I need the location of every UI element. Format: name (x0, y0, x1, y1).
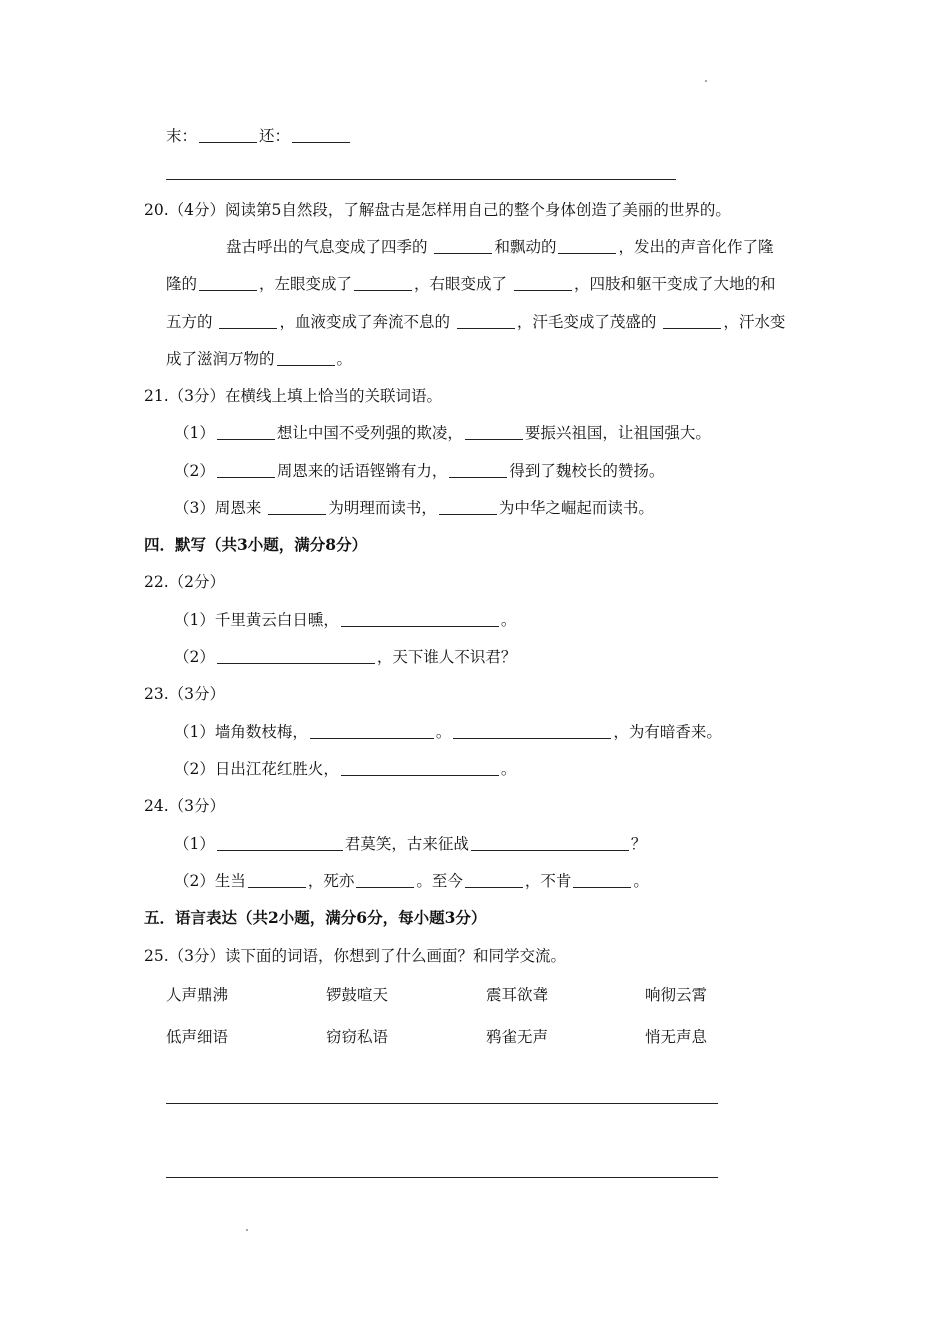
answer-blank[interactable] (453, 722, 611, 739)
answer-blank[interactable] (439, 498, 497, 515)
answer-blank[interactable] (434, 237, 492, 254)
answer-blank[interactable] (465, 871, 523, 888)
answer-blank[interactable] (663, 312, 721, 329)
answer-rule[interactable] (166, 179, 676, 180)
answer-blank[interactable] (449, 461, 507, 478)
answer-blank[interactable] (341, 759, 499, 776)
q21-item-1: （1） 想让中国不受列强的欺凌， 要振兴祖国，让祖国强大。 (174, 424, 711, 442)
word-item: 悄无声息 (645, 1028, 708, 1046)
answer-blank[interactable] (465, 423, 523, 440)
answer-blank[interactable] (573, 871, 631, 888)
word-item: 窃窃私语 (326, 1028, 389, 1046)
q20-line-4: 成了滋润万物的 。 (166, 350, 353, 368)
q20-line-3: 五方的 ，血液变成了奔流不息的 ，汗毛变成了茂盛的 ，汗水变 (166, 313, 786, 331)
q21-item-3: （3）周恩来 为明理而读书， 为中华之崛起而读书。 (174, 499, 654, 517)
answer-blank[interactable] (341, 610, 499, 627)
word-item: 响彻云霄 (645, 986, 708, 1004)
word-item: 低声细语 (166, 1028, 229, 1046)
q21-item-2: （2） 周恩来的话语铿锵有力， 得到了魏校长的赞扬。 (174, 462, 665, 480)
word-item: 锣鼓喧天 (326, 986, 389, 1004)
answer-blank[interactable] (354, 274, 412, 291)
answer-blank[interactable] (219, 312, 277, 329)
answer-blank[interactable] (471, 834, 629, 851)
question-21-stem: 21.（3分）在横线上填上恰当的关联词语。 (144, 387, 443, 405)
answer-blank[interactable] (310, 722, 434, 739)
q24-item-2: （2）生当 ，死亦 。至今 ，不肯 。 (174, 872, 649, 890)
word-item: 人声鼎沸 (166, 986, 229, 1004)
question-22-stem: 22.（2分） (144, 573, 226, 591)
q23-item-2: （2）日出江花红胜火， 。 (174, 760, 517, 778)
word-item: 震耳欲聋 (486, 986, 549, 1004)
answer-blank[interactable] (292, 126, 350, 143)
question-20-stem: 20.（4分）阅读第5自然段，了解盘古是怎样用自己的整个身体创造了美丽的世界的。 (144, 201, 731, 219)
question-23-stem: 23.（3分） (144, 685, 226, 703)
answer-blank[interactable] (199, 126, 257, 143)
section-4-heading: 四．默写（共3小题，满分8分） (144, 535, 368, 554)
scan-dot (705, 80, 707, 82)
q22-item-2: （2） ，天下谁人不识君？ (174, 648, 517, 666)
answer-rule[interactable] (166, 1177, 718, 1178)
answer-blank[interactable] (217, 423, 275, 440)
answer-blank[interactable] (268, 498, 326, 515)
word-item: 鸦雀无声 (486, 1028, 549, 1046)
q23-item-1: （1）墙角数枝梅， 。 ，为有暗香来。 (174, 723, 722, 741)
answer-blank[interactable] (217, 647, 375, 664)
q20-line-1: 盘古呼出的气息变成了四季的 和飘动的 ，发出的声音化作了隆 (226, 238, 774, 256)
section-5-heading: 五．语言表达（共2小题，满分6分，每小题3分） (144, 908, 487, 927)
answer-blank[interactable] (248, 871, 306, 888)
answer-blank[interactable] (558, 237, 616, 254)
scan-dot (246, 1229, 248, 1231)
answer-blank[interactable] (199, 274, 257, 291)
answer-blank[interactable] (277, 349, 335, 366)
q22-item-1: （1）千里黄云白日曛， 。 (174, 611, 517, 629)
answer-blank[interactable] (356, 871, 414, 888)
answer-blank[interactable] (217, 461, 275, 478)
answer-blank[interactable] (457, 312, 515, 329)
answer-rule[interactable] (166, 1103, 718, 1104)
q20-line-2: 隆的 ，左眼变成了 ，右眼变成了 ，四肢和躯干变成了大地的和 (166, 275, 776, 293)
q24-item-1: （1） 君莫笑，古来征战 ？ (174, 835, 647, 853)
question-25-stem: 25.（3分）读下面的词语，你想到了什么画面？和同学交流。 (144, 947, 567, 965)
answer-blank[interactable] (217, 834, 343, 851)
q19-answer-line: 末： 还： (166, 126, 352, 146)
answer-blank[interactable] (514, 274, 572, 291)
question-24-stem: 24.（3分） (144, 797, 226, 815)
